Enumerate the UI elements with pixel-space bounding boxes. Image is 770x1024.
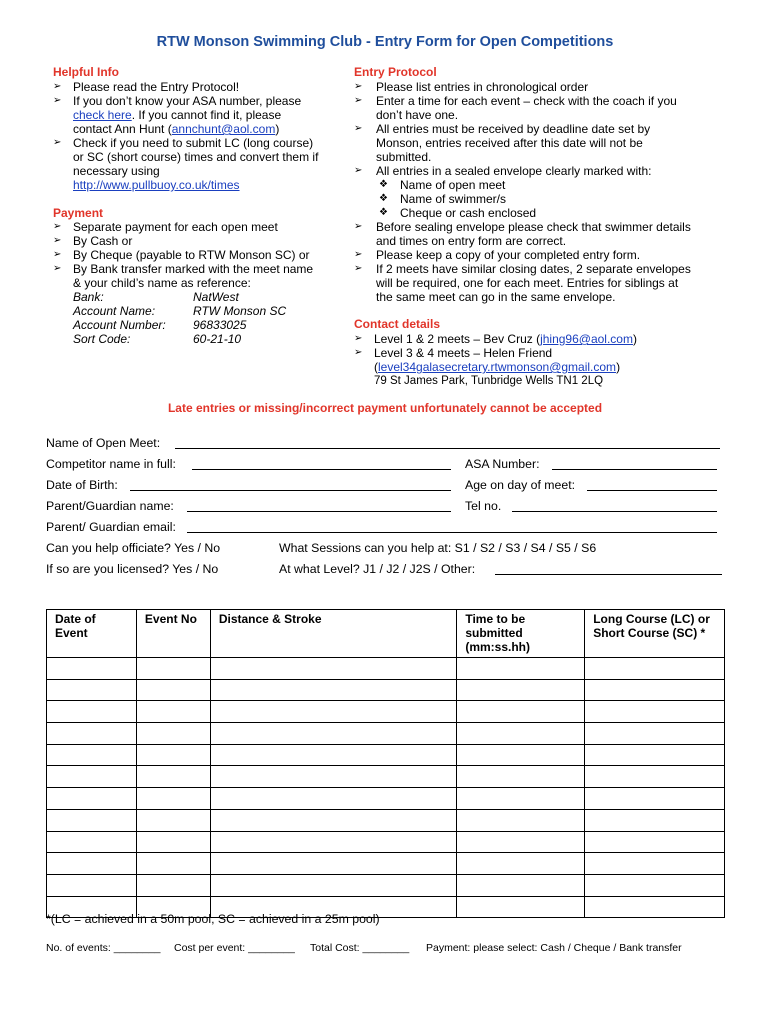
protocol-item: Enter a time for each event – check with the coach if you (376, 94, 677, 108)
officiate-question[interactable]: Can you help officiate? Yes / No (46, 541, 221, 555)
table-row (47, 788, 725, 810)
table-cell[interactable] (210, 788, 457, 810)
protocol-item: If 2 meets have similar closing dates, 2 separate envelopes (376, 262, 691, 276)
table-cell[interactable] (457, 744, 585, 766)
table-cell[interactable] (457, 853, 585, 875)
col-date-of-event: Date of Event (47, 610, 137, 658)
protocol-subitem: Cheque or cash enclosed (400, 206, 537, 220)
helpful-info-item: Check if you need to submit LC (long course) (73, 136, 314, 150)
table-cell[interactable] (210, 744, 457, 766)
payment-item: Separate payment for each open meet (73, 220, 278, 234)
ann-hunt-email-link[interactable]: annchunt@aol.com (171, 122, 276, 136)
table-cell[interactable] (457, 788, 585, 810)
arrow-bullet-icon: ➢ (53, 235, 62, 246)
page-title: RTW Monson Swimming Club - Entry Form for Open Competitions (156, 34, 614, 50)
tel-field[interactable] (512, 511, 717, 512)
late-entries-note: Late entries or missing/incorrect payment unfortunately cannot be accepted (167, 401, 603, 415)
table-cell[interactable] (585, 723, 725, 745)
arrow-bullet-icon: ➢ (354, 95, 363, 106)
table-cell[interactable] (585, 766, 725, 788)
table-cell[interactable] (585, 896, 725, 918)
bank-label: Bank: (73, 290, 104, 304)
entries-table (46, 609, 725, 918)
licensed-question[interactable]: If so are you licensed? Yes / No (46, 562, 219, 576)
table-cell[interactable] (47, 766, 137, 788)
events-count-field[interactable]: No. of events: ________ (46, 942, 161, 954)
arrow-bullet-icon: ➢ (53, 263, 62, 274)
table-cell[interactable] (210, 701, 457, 723)
col-event-no: Event No (136, 610, 210, 658)
account-name-label: Account Name: (73, 304, 156, 318)
age-field[interactable] (587, 490, 717, 491)
level-question: At what Level? J1 / J2 / J2S / Other: (279, 562, 476, 576)
arrow-bullet-icon: ➢ (53, 95, 62, 106)
table-row (47, 723, 725, 745)
meet-name-field[interactable] (175, 448, 720, 449)
table-row (47, 744, 725, 766)
helen-friend-email-link[interactable]: level34galasecretary.rtwmonson@gmail.com (378, 360, 617, 374)
helpful-info-heading: Helpful Info (53, 65, 119, 79)
table-cell[interactable] (585, 701, 725, 723)
table-cell[interactable] (136, 831, 210, 853)
bev-cruz-email-link[interactable]: jhing96@aol.com (540, 332, 633, 346)
table-cell[interactable] (457, 723, 585, 745)
protocol-item: All entries must be received by deadline date set by (376, 122, 651, 136)
helpful-info-item-line: necessary using (73, 164, 160, 178)
pullbuoy-times-link[interactable]: http://www.pullbuoy.co.uk/times (73, 178, 240, 192)
tel-label: Tel no. (465, 499, 502, 513)
diamond-bullet-icon: ❖ (379, 179, 388, 190)
col-course: Long Course (LC) or Short Course (SC) * (585, 610, 725, 658)
table-cell[interactable] (47, 809, 137, 831)
table-cell[interactable] (47, 874, 137, 896)
asa-number-field[interactable] (552, 469, 717, 470)
arrow-bullet-icon: ➢ (53, 221, 62, 232)
protocol-item: All entries in a sealed envelope clearly marked with: (376, 164, 652, 178)
parent-name-label: Parent/Guardian name: (46, 499, 174, 513)
meet-name-label: Name of Open Meet: (46, 436, 161, 450)
payment-item-line: & your child’s name as reference: (73, 276, 251, 290)
table-cell[interactable] (457, 679, 585, 701)
protocol-item: Please keep a copy of your completed entry form. (376, 248, 641, 262)
account-number-value: 96833025 (193, 318, 247, 332)
arrow-bullet-icon: ➢ (53, 137, 62, 148)
table-cell[interactable] (47, 723, 137, 745)
protocol-subitem: Name of swimmer/s (400, 192, 507, 206)
arrow-bullet-icon: ➢ (354, 81, 363, 92)
table-cell[interactable] (457, 874, 585, 896)
protocol-item-line: submitted. (376, 150, 432, 164)
arrow-bullet-icon: ➢ (354, 347, 363, 358)
table-cell[interactable] (136, 723, 210, 745)
table-cell[interactable] (457, 658, 585, 680)
dob-field[interactable] (130, 490, 451, 491)
table-cell[interactable] (585, 679, 725, 701)
arrow-bullet-icon: ➢ (53, 81, 62, 92)
table-row (47, 874, 725, 896)
protocol-item-line: Monson, entries received after this date will not be (376, 136, 643, 150)
protocol-subitem: Name of open meet (400, 178, 506, 192)
table-cell[interactable] (136, 853, 210, 875)
arrow-bullet-icon: ➢ (53, 249, 62, 260)
helpful-info-item-line: check here. If you cannot find it, please (73, 108, 282, 122)
payment-heading: Payment (53, 206, 104, 220)
contact-item: Level 1 & 2 meets – Bev Cruz (jhing96@aol.com) (374, 332, 637, 346)
table-row (47, 831, 725, 853)
table-row (47, 679, 725, 701)
table-cell[interactable] (210, 723, 457, 745)
competitor-name-field[interactable] (192, 469, 451, 470)
table-cell[interactable] (136, 658, 210, 680)
cost-per-event-field[interactable]: Cost per event: ________ (174, 942, 295, 954)
table-cell[interactable] (47, 744, 137, 766)
contact-heading: Contact details (354, 317, 441, 331)
protocol-item-line: and times on entry form are correct. (376, 234, 567, 248)
helpful-info-item: If you don’t know your ASA number, please (73, 94, 302, 108)
payment-item: By Cheque (payable to RTW Monson SC) or (73, 248, 310, 262)
helpful-info-item-line: or SC (short course) times and convert them if (73, 150, 319, 164)
table-cell[interactable] (585, 744, 725, 766)
protocol-item-line: will be required, one for each meet. Entries for siblings at (376, 276, 679, 290)
table-cell[interactable] (457, 766, 585, 788)
table-cell[interactable] (457, 896, 585, 918)
table-cell[interactable] (585, 788, 725, 810)
diamond-bullet-icon: ❖ (379, 207, 388, 218)
table-cell[interactable] (585, 831, 725, 853)
age-label: Age on day of meet: (465, 478, 576, 492)
parent-email-field[interactable] (187, 532, 717, 533)
bank-value: NatWest (193, 290, 239, 304)
diamond-bullet-icon: ❖ (379, 193, 388, 204)
table-cell[interactable] (210, 831, 457, 853)
table-cell[interactable] (457, 701, 585, 723)
table-cell[interactable] (47, 701, 137, 723)
check-here-link[interactable]: check here (73, 108, 132, 122)
protocol-item-line: the same meet can go in the same envelope. (376, 290, 616, 304)
payment-item: By Cash or (73, 234, 133, 248)
competitor-name-label: Competitor name in full: (46, 457, 176, 471)
table-cell[interactable] (585, 874, 725, 896)
table-cell[interactable] (585, 809, 725, 831)
sort-code-label: Sort Code: (73, 332, 131, 346)
arrow-bullet-icon: ➢ (354, 249, 363, 260)
parent-email-label: Parent/ Guardian email: (46, 520, 176, 534)
protocol-item: Please list entries in chronological order (376, 80, 589, 94)
arrow-bullet-icon: ➢ (354, 333, 363, 344)
table-header-row (47, 610, 725, 658)
parent-name-field[interactable] (187, 511, 451, 512)
contact-item: Level 3 & 4 meets – Helen Friend (374, 346, 553, 360)
arrow-bullet-icon: ➢ (354, 221, 363, 232)
table-cell[interactable] (47, 788, 137, 810)
table-row (47, 658, 725, 680)
table-row (47, 809, 725, 831)
table-cell[interactable] (210, 658, 457, 680)
table-row (47, 701, 725, 723)
contact-item-line: (level34galasecretary.rtwmonson@gmail.com) (374, 360, 621, 374)
table-cell[interactable] (457, 831, 585, 853)
arrow-bullet-icon: ➢ (354, 263, 363, 274)
total-cost-field[interactable]: Total Cost: ________ (310, 942, 410, 954)
entry-protocol-heading: Entry Protocol (354, 65, 437, 79)
contact-address: 79 St James Park, Tunbridge Wells TN1 2LQ (374, 375, 604, 387)
table-cell[interactable] (585, 658, 725, 680)
col-time: Time to be submitted (mm:ss.hh) (457, 610, 585, 658)
table-cell[interactable] (136, 744, 210, 766)
sort-code-value: 60-21-10 (193, 332, 242, 346)
col-distance-stroke: Distance & Stroke (210, 610, 457, 658)
table-cell[interactable] (47, 679, 137, 701)
table-cell[interactable] (136, 874, 210, 896)
table-row (47, 766, 725, 788)
table-cell[interactable] (136, 766, 210, 788)
table-cell[interactable] (136, 788, 210, 810)
table-cell[interactable] (585, 853, 725, 875)
table-cell[interactable] (136, 809, 210, 831)
helpful-info-item: Please read the Entry Protocol! (73, 80, 240, 94)
table-cell[interactable] (210, 766, 457, 788)
payment-method-select[interactable]: Payment: please select: Cash / Cheque / Bank transfer (426, 942, 682, 954)
table-row (47, 853, 725, 875)
account-number-label: Account Number: (73, 318, 166, 332)
dob-label: Date of Birth: (46, 478, 118, 492)
sessions-question[interactable]: What Sessions can you help at: S1 / S2 / S3 / S4 / S5 / S6 (279, 541, 597, 555)
table-cell[interactable] (47, 831, 137, 853)
account-name-value: RTW Monson SC (193, 304, 287, 318)
protocol-item-line: don’t have one. (376, 108, 459, 122)
helpful-info-item-line: contact Ann Hunt (annchunt@aol.com) (73, 122, 280, 136)
payment-item: By Bank transfer marked with the meet name (73, 262, 314, 276)
table-cell[interactable] (210, 679, 457, 701)
course-footnote: *(LC = achieved in a 50m pool, SC = achieved in a 25m pool) (46, 912, 380, 926)
protocol-item: Before sealing envelope please check that swimmer details (376, 220, 691, 234)
table-cell[interactable] (47, 853, 137, 875)
other-level-field[interactable] (495, 574, 722, 575)
table-cell[interactable] (136, 679, 210, 701)
asa-number-label: ASA Number: (465, 457, 540, 471)
table-cell[interactable] (47, 658, 137, 680)
arrow-bullet-icon: ➢ (354, 165, 363, 176)
table-cell[interactable] (210, 874, 457, 896)
arrow-bullet-icon: ➢ (354, 123, 363, 134)
table-cell[interactable] (210, 853, 457, 875)
table-cell[interactable] (136, 701, 210, 723)
table-cell[interactable] (210, 809, 457, 831)
table-cell[interactable] (457, 809, 585, 831)
